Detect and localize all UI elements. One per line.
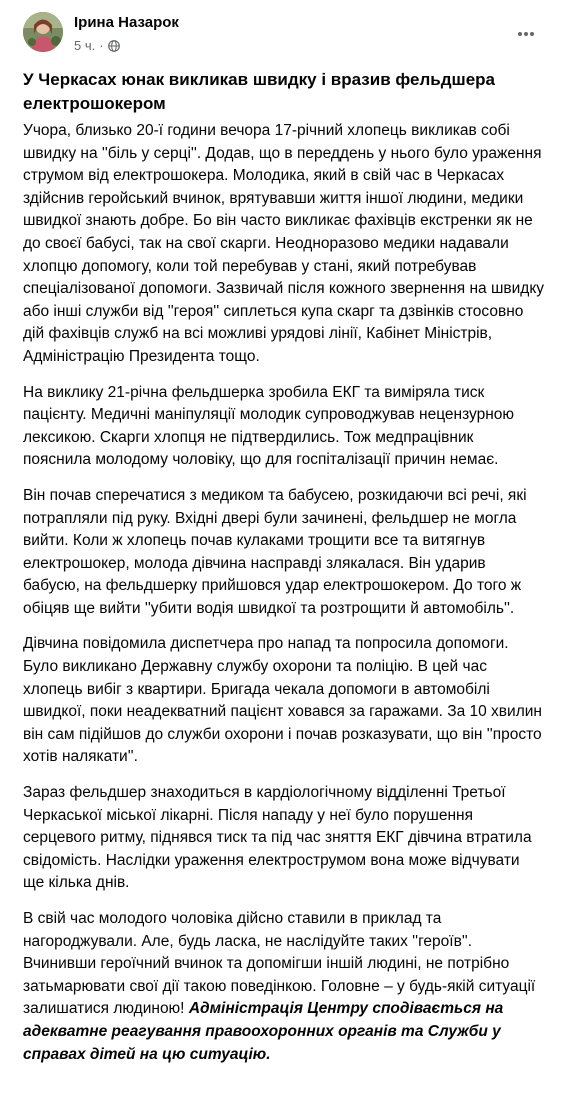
- more-options-button[interactable]: [512, 20, 540, 48]
- post-time[interactable]: 5 ч.: [74, 38, 96, 53]
- paragraph-4: Дівчина повідомила диспетчера про напад та попросила допомоги. Було викликано Державну службу охорони та поліцію. В цей час хлопець вибіг з квартири. Бригада чекала допомоги в автомобілі швидкої, поки неадекватний пацієнт ховався за гаражами. За 10 хвилин він сам підійшов до служби охорони і почав розказувати, що він ''просто хотів налякати''.: [23, 635, 542, 766]
- more-options-icon: [517, 31, 535, 37]
- post-header: [0, 0, 563, 64]
- paragraph-6-text: В свій час молодого чоловіка дійсно ставили в приклад та нагороджували. Але, будь ласка, не наслідуйте таких ''героїв''. Вчинивши героїчний вчинок та допомігши іншій людині, не потрібно затьмарювати свої дії такою поведінкою. Головне – у будь-якій ситуації залишатися людиною!: [23, 910, 536, 1018]
- meta-separator: ·: [99, 38, 104, 53]
- post-meta: [74, 38, 120, 54]
- paragraph-6: [23, 908, 545, 1066]
- paragraph-2: На виклику 21-річна фельдшерка зробила ЕКГ та виміряла тиск пацієнту. Медичні маніпуляції молодик супроводжував нецензурною лексикою. Скарги хлопця не підтвердились. Тож медпрацівник пояснила молодому чоловіку, що для госпіталізації причин немає.: [23, 383, 515, 469]
- paragraph-5: Зараз фельдшер знаходиться в кардіологічному відділенні Третьої Черкаської міської лікарні. Після нападу у неї було порушення серцевого ритму, піднявся тиск та під час зняття ЕКГ дівчина втратила свідомість. Наслідки ураження електрострумом вона може відчувати ще кілька днів.: [23, 784, 532, 892]
- paragraph-3: Він почав сперечатися з медиком та бабусею, розкидаючи всі речі, які потрапляли під руку. Вхідні двері були зачинені, фельдшер не могла вийти. Коли ж хлопець почав кулаками трощити все та витягнув електрошокер, молода дівчина насправді злякалася. Він ударив бабусю, на фельдшерку прийшовся удар електрошокером. До того ж обіцяв ще вийти ''убити водія швидкої та розтрощити й автомобіль''.: [23, 486, 527, 617]
- author-name[interactable]: Ірина Назарок: [74, 14, 179, 31]
- post-title: У Черкасах юнак викликав швидку і вразив фельдшера електрошокером: [23, 70, 495, 113]
- post-body: [23, 120, 545, 1079]
- paragraph-6-bold: Адміністрація Центру сподівається на адекватне реагування правоохоронних органів та Служби у справах дітей на цю ситуацію.: [23, 1000, 504, 1063]
- avatar[interactable]: [23, 12, 63, 52]
- globe-icon: [108, 40, 120, 52]
- paragraph-1: Учора, близько 20-ї години вечора 17-річний хлопець викликав собі швидку на ''біль у серці''. Додав, що в переддень у нього було ураження струмом від електрошокера. Молодика, який в свій час в Черкасах здійснив геройський вчинок, врятувавши життя іншої людини, медики швидкої знають добре. Бо він часто викликає фахівців екстренки як не до своєї бабусі, так на свої скарги. Неодноразово медики надавали хлопцю допомогу, коли той перебував у стані, який потребував спеціалізованої допомоги. Зазвичай після кожного звернення на швидку або інші служби від ''героя'' сиплеться купа скарг та дзвінків стосовно дій фахівців служб на всі можливі урядові лінії, Кабінет Міністрів, Адміністрацію Президента тощо.: [23, 122, 545, 365]
- avatar-image: [23, 12, 63, 52]
